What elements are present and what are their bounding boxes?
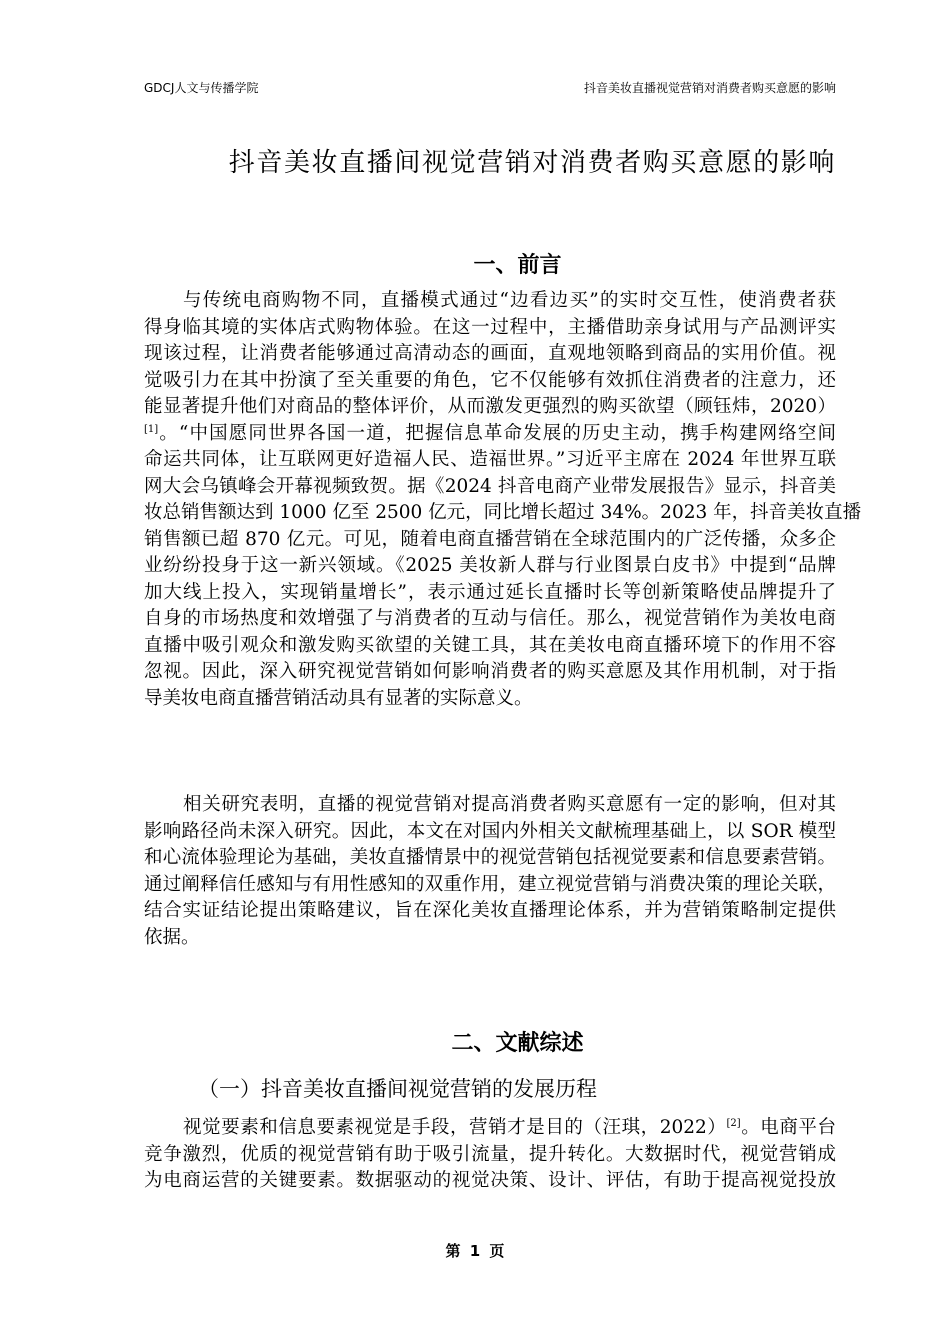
header-institution: GDCJ人文与传播学院 xyxy=(144,81,259,95)
text-line: 和心流体验理论为基础，美妆直播情景中的视觉营销包括视觉要素和信息要素营销。 xyxy=(144,847,836,868)
text-line: 加大线上投入，实现销量增长”，表示通过延长直播时长等创新策略使品牌提升了 xyxy=(144,581,836,603)
text-segment: 。“中国愿同世界各国一道，把握信息革命发展的历史主动，携手构建网络空间 xyxy=(158,422,836,444)
text-line: 导美妆电商直播营销活动具有显著的实际意义。 xyxy=(144,687,533,709)
section-heading-literature-review: 二、文献综述 xyxy=(451,1031,584,1056)
text-line: 觉吸引力在其中扮演了至关重要的角色，它不仅能够有效抓住消费者的注意力，还 xyxy=(144,369,836,391)
citation-marker-1[interactable]: [1] xyxy=(144,423,159,435)
text-line: 网大会乌镇峰会开幕视频致贺。据《2024 抖音电商产业带发展报告》显示，抖音美 xyxy=(144,475,836,497)
text-line: 结合实证结论提出策略建议，旨在深化美妆直播理论体系，并为营销策略制定提供 xyxy=(144,900,836,921)
text-line: 妆总销售额达到 1000 亿至 2500 亿元，同比增长超过 34%。2023 年，抖音美妆直播 xyxy=(144,502,862,523)
text-line: 现该过程，让消费者能够通过高清动态的画面，直观地领略到商品的实用价值。视 xyxy=(144,343,836,364)
intro-paragraph-1 xyxy=(144,288,862,712)
text-line: 命运共同体，让互联网更好造福人民、造福世界。”习近平主席在 2024 年世界互联 xyxy=(144,449,836,470)
header-paper-title: 抖音美妆直播视觉营销对消费者购买意愿的影响 xyxy=(583,81,836,95)
text-line: 与传统电商购物不同，直播模式通过“边看边买”的实时交互性，使消费者获 xyxy=(183,290,836,311)
page-number: 第 1 页 xyxy=(445,1242,505,1260)
text-line: 能显著提升他们对商品的整体评价，从而激发更强烈的购买欲望（顾钰炜，2020） xyxy=(144,396,836,417)
text-line: 销售额已超 870 亿元。可见，随着电商直播营销在全球范围内的广泛传播，众多企 xyxy=(144,528,836,550)
citation-marker-2[interactable]: [2] xyxy=(726,1118,741,1129)
text-line: 为电商运营的关键要素。数据驱动的视觉决策、设计、评估，有助于提高视觉投放 xyxy=(144,1170,836,1191)
text-line-with-citation xyxy=(144,1115,836,1142)
text-line: 通过阐释信任感知与有用性感知的双重作用，建立视觉营销与消费决策的理论关联， xyxy=(144,873,836,895)
text-line: 竞争激烈，优质的视觉营销有助于吸引流量，提升转化。大数据时代，视觉营销成 xyxy=(144,1143,836,1165)
text-line: 影响路径尚未深入研究。因此，本文在对国内外相关文献梳理基础上，以 SOR 模型 xyxy=(144,820,836,842)
intro-paragraph-2 xyxy=(144,792,836,951)
text-segment: 。电商平台 xyxy=(740,1117,836,1138)
text-line: 依据。 xyxy=(144,926,200,948)
text-line-with-citation xyxy=(144,421,836,448)
section-heading-intro: 一、前言 xyxy=(473,253,562,278)
text-line: 业纷纷投身于这一新兴领域。《2025 美妆新人群与行业图景白皮书》中提到“品牌 xyxy=(144,555,836,576)
text-line: 相关研究表明，直播的视觉营销对提高消费者购买意愿有一定的影响，但对其 xyxy=(183,794,836,815)
text-line: 自身的市场热度和效增强了与消费者的互动与信任。那么，视觉营销作为美妆电商 xyxy=(144,608,836,629)
review-paragraph-1 xyxy=(144,1115,836,1195)
text-segment: 视觉要素和信息要素视觉是手段，营销才是目的（汪琪，2022） xyxy=(183,1117,727,1138)
document-title: 抖音美妆直播间视觉营销对消费者购买意愿的影响 xyxy=(228,148,836,178)
text-line: 直播中吸引观众和激发购买欲望的关键工具，其在美妆电商直播环境下的作用不容 xyxy=(144,634,836,656)
text-line: 忽视。因此，深入研究视觉营销如何影响消费者的购买意愿及其作用机制，对于指 xyxy=(144,661,836,682)
running-header xyxy=(144,78,836,98)
text-line: 得身临其境的实体店式购物体验。在这一过程中，主播借助亲身试用与产品测评实 xyxy=(144,316,836,338)
subsection-heading: （一）抖音美妆直播间视觉营销的发展历程 xyxy=(198,1077,597,1101)
